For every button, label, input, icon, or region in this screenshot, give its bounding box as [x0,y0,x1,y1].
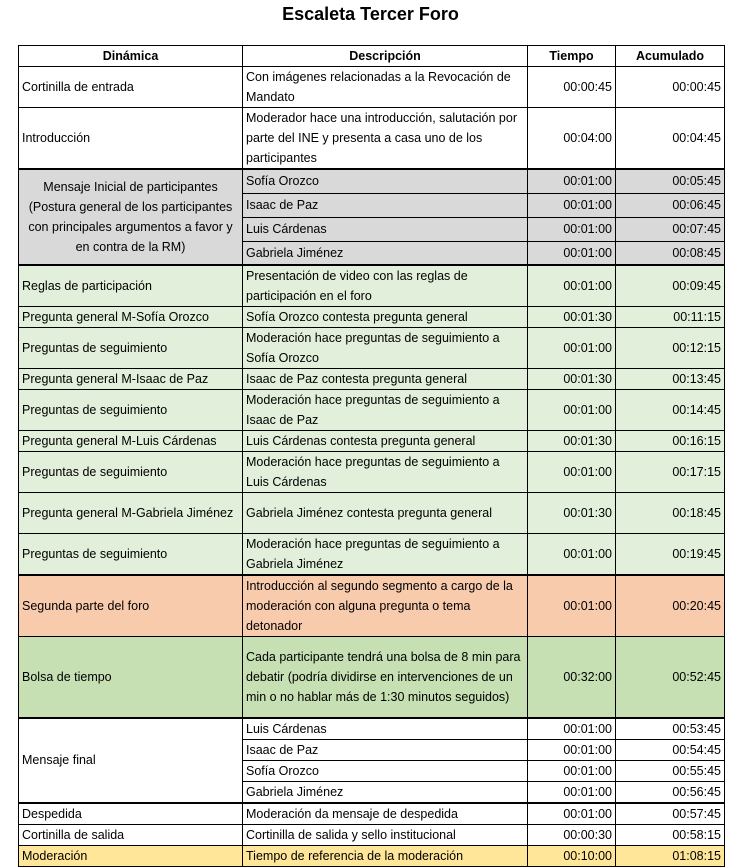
cell-tiempo: 00:01:00 [528,217,616,241]
cell-acumulado: 00:05:45 [616,169,725,193]
cell-dinamica: Moderación [19,845,243,866]
cell-descripcion: Gabriela Jiménez [243,241,528,265]
cell-descripcion: Moderación hace preguntas de seguimiento a Luis Cárdenas [243,452,528,493]
cell-acumulado: 00:06:45 [616,193,725,217]
cell-acumulado: 01:08:15 [616,845,725,866]
cell-tiempo: 00:01:00 [528,781,616,803]
table-row [19,328,725,369]
table-row [19,307,725,328]
table-row [19,108,725,170]
cell-dinamica: Preguntas de seguimiento [19,390,243,431]
cell-tiempo: 00:01:00 [528,739,616,760]
cell-dinamica: Preguntas de seguimiento [19,328,243,369]
cell-tiempo: 00:01:30 [528,431,616,452]
cell-acumulado: 00:14:45 [616,390,725,431]
table-row [19,824,725,845]
header-dinamica: Dinámica [19,46,243,67]
table-row [19,803,725,825]
cell-acumulado: 00:52:45 [616,637,725,718]
cell-tiempo: 00:01:30 [528,493,616,534]
table-row [19,637,725,718]
cell-tiempo: 00:01:00 [528,241,616,265]
cell-acumulado: 00:13:45 [616,369,725,390]
cell-dinamica: Pregunta general M-Isaac de Paz [19,369,243,390]
table-row [19,718,725,740]
cell-descripcion: Luis Cárdenas [243,217,528,241]
cell-descripcion: Cortinilla de salida y sello institucional [243,824,528,845]
cell-acumulado: 00:09:45 [616,265,725,307]
cell-tiempo: 00:01:00 [528,169,616,193]
cell-acumulado: 00:07:45 [616,217,725,241]
cell-tiempo: 00:01:00 [528,265,616,307]
cell-tiempo: 00:01:00 [528,760,616,781]
table-row [19,169,725,193]
cell-dinamica: Pregunta general M-Sofía Orozco [19,307,243,328]
header-tiempo: Tiempo [528,46,616,67]
cell-descripcion: Luis Cárdenas contesta pregunta general [243,431,528,452]
table-row [19,452,725,493]
cell-descripcion: Moderación da mensaje de despedida [243,803,528,825]
header-acumulado: Acumulado [616,46,725,67]
table-row [19,265,725,307]
cell-descripcion: Isaac de Paz [243,193,528,217]
cell-acumulado: 00:17:15 [616,452,725,493]
cell-acumulado: 00:19:45 [616,534,725,576]
cell-acumulado: 00:54:45 [616,739,725,760]
table-row [19,67,725,108]
cell-tiempo: 00:00:30 [528,824,616,845]
cell-tiempo: 00:01:30 [528,307,616,328]
cell-dinamica: Introducción [19,108,243,170]
cell-dinamica: Reglas de participación [19,265,243,307]
table-row [19,493,725,534]
cell-descripcion: Sofía Orozco contesta pregunta general [243,307,528,328]
cell-acumulado: 00:18:45 [616,493,725,534]
cell-dinamica: Mensaje final [19,718,243,803]
cell-dinamica: Mensaje Inicial de participantes (Postura general de los participantes con principales argumentos a favor y en contra de la RM) [19,169,243,265]
cell-descripcion: Introducción al segundo segmento a cargo de la moderación con alguna pregunta o tema detonador [243,575,528,637]
cell-tiempo: 00:01:00 [528,193,616,217]
cell-tiempo: 00:04:00 [528,108,616,170]
cell-tiempo: 00:00:45 [528,67,616,108]
cell-acumulado: 00:58:15 [616,824,725,845]
cell-dinamica: Preguntas de seguimiento [19,534,243,576]
cell-acumulado: 00:12:15 [616,328,725,369]
cell-acumulado: 00:20:45 [616,575,725,637]
cell-tiempo: 00:01:30 [528,369,616,390]
cell-acumulado: 00:57:45 [616,803,725,825]
page-title: Escaleta Tercer Foro [282,4,459,24]
cell-descripcion: Isaac de Paz [243,739,528,760]
cell-tiempo: 00:01:00 [528,452,616,493]
cell-descripcion: Gabriela Jiménez [243,781,528,803]
cell-descripcion: Moderación hace preguntas de seguimiento a Isaac de Paz [243,390,528,431]
cell-tiempo: 00:01:00 [528,328,616,369]
cell-tiempo: 00:32:00 [528,637,616,718]
cell-tiempo: 00:01:00 [528,575,616,637]
cell-descripcion: Moderador hace una introducción, salutación por parte del INE y presenta a casa uno de los participantes [243,108,528,170]
cell-acumulado: 00:16:15 [616,431,725,452]
cell-descripcion: Sofía Orozco [243,760,528,781]
table-row [19,369,725,390]
table-row [19,431,725,452]
cell-dinamica: Cortinilla de salida [19,824,243,845]
cell-descripcion: Cada participante tendrá una bolsa de 8 min para debatir (podría dividirse en intervenciones de un min o no hablar más de 1:30 minutos seguidos) [243,637,528,718]
cell-acumulado: 00:00:45 [616,67,725,108]
cell-tiempo: 00:10:00 [528,845,616,866]
cell-dinamica: Pregunta general M-Gabriela Jiménez [19,493,243,534]
cell-dinamica: Segunda parte del foro [19,575,243,637]
cell-dinamica: Bolsa de tiempo [19,637,243,718]
cell-descripcion: Sofía Orozco [243,169,528,193]
cell-acumulado: 00:08:45 [616,241,725,265]
cell-tiempo: 00:01:00 [528,718,616,740]
table-row [19,534,725,576]
cell-acumulado: 00:11:15 [616,307,725,328]
schedule-table [18,45,725,867]
cell-dinamica: Preguntas de seguimiento [19,452,243,493]
cell-descripcion: Gabriela Jiménez contesta pregunta general [243,493,528,534]
cell-descripcion: Luis Cárdenas [243,718,528,740]
cell-descripcion: Tiempo de referencia de la moderación [243,845,528,866]
cell-tiempo: 00:01:00 [528,803,616,825]
table-row [19,390,725,431]
header-descripcion: Descripción [243,46,528,67]
cell-dinamica: Pregunta general M-Luis Cárdenas [19,431,243,452]
cell-dinamica: Despedida [19,803,243,825]
cell-descripcion: Presentación de video con las reglas de participación en el foro [243,265,528,307]
header-row [19,46,725,67]
cell-acumulado: 00:55:45 [616,760,725,781]
cell-tiempo: 00:01:00 [528,534,616,576]
cell-acumulado: 00:56:45 [616,781,725,803]
cell-acumulado: 00:53:45 [616,718,725,740]
cell-acumulado: 00:04:45 [616,108,725,170]
cell-descripcion: Con imágenes relacionadas a la Revocación de Mandato [243,67,528,108]
cell-descripcion: Isaac de Paz contesta pregunta general [243,369,528,390]
cell-descripcion: Moderación hace preguntas de seguimiento a Gabriela Jiménez [243,534,528,576]
cell-dinamica: Cortinilla de entrada [19,67,243,108]
cell-descripcion: Moderación hace preguntas de seguimiento a Sofía Orozco [243,328,528,369]
cell-tiempo: 00:01:00 [528,390,616,431]
table-row [19,575,725,637]
